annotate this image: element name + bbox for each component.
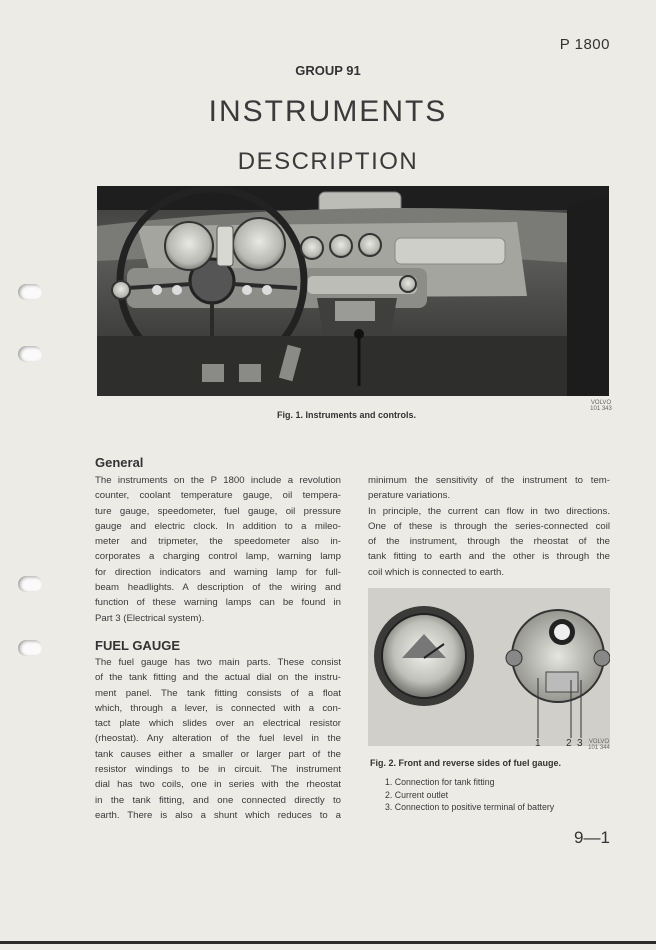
text-line: of the instrument, through the rheostat of the xyxy=(368,536,610,548)
text-line: of the tank fitting and the actual dial on the instru- xyxy=(95,672,341,684)
figure2-tag-line: VOLVO xyxy=(588,739,610,745)
figure2-tag-line: 101 344 xyxy=(588,745,610,751)
binder-hole xyxy=(18,640,42,656)
dashboard-photo xyxy=(97,186,609,396)
figure2-caption: Fig. 2. Front and reverse sides of fuel gauge. xyxy=(370,758,562,768)
text-line: tact plate which slides over an electrical resistor xyxy=(95,718,341,730)
text-line: earth. There is also a shunt which reduces to a xyxy=(95,809,341,821)
text-line: dial has two coils, one in series with the rheostat xyxy=(95,779,341,791)
text-line: The fuel gauge has two main parts. These consist xyxy=(95,657,341,668)
legend-item: 3. Connection to positive terminal of battery xyxy=(385,802,555,812)
text-line: resistor windings to be in circuit. The instrument xyxy=(95,764,341,776)
text-line: for direction indicators and warning lamp for full- xyxy=(95,566,341,578)
figure1-tag-line: 101 343 xyxy=(590,406,612,412)
fuel-gauge-photo xyxy=(368,588,610,746)
text-line: which, through a lever, is connected with a con- xyxy=(95,702,341,714)
text-line: ment panel. The tank fitting consists of a float xyxy=(95,687,341,699)
text-line: Part 3 (Electrical system). xyxy=(95,612,205,624)
text-line: meter and tripmeter, the speedometer also in- xyxy=(95,536,341,548)
text-line: ture gauge, speedometer, fuel gauge, oil pressure xyxy=(95,505,341,517)
text-line: (rheostat). Any alteration of the fuel level in the xyxy=(95,733,341,745)
right-column-paragraph xyxy=(368,473,610,580)
general-heading: General xyxy=(95,455,144,470)
legend-item: 2. Current outlet xyxy=(385,789,449,800)
binder-hole xyxy=(18,346,42,362)
text-line: corporates a charging control lamp, warning lamp xyxy=(95,551,341,563)
text-line: tank causes either a smaller or larger part of the xyxy=(95,748,341,760)
text-line: tank fitting to earth and the other is through the xyxy=(368,551,610,563)
text-line: perature variations. xyxy=(368,490,451,502)
figure2-legend xyxy=(385,776,554,814)
page-title: INSTRUMENTS xyxy=(208,95,448,128)
binder-hole xyxy=(18,284,42,300)
text-line: function of these warning lamps can be found in xyxy=(95,597,341,609)
text-line: in the tank fitting, and one connected directly to xyxy=(95,794,341,806)
callout-1: 1 xyxy=(535,738,541,749)
figure1-tag xyxy=(586,400,616,412)
page-subtitle: DESCRIPTION xyxy=(237,148,419,175)
fuel-gauge-paragraph xyxy=(95,655,341,823)
text-line: counter, coolant temperature gauge, oil tempera- xyxy=(95,490,341,502)
dashboard-illustration xyxy=(97,186,609,396)
text-line: In principle, the current can flow in two directions. xyxy=(368,505,610,517)
figure1-caption: Fig. 1. Instruments and controls. xyxy=(277,410,417,420)
text-line: gauge and electric clock. In addition to a mileo- xyxy=(95,520,341,532)
fuel-gauge-illustration xyxy=(368,588,610,746)
text-line: beam headlights. A description of the wiring and xyxy=(95,582,341,594)
text-line: minimum the sensitivity of the instrument to tem- xyxy=(368,475,610,486)
text-line: coil which is connected to earth. xyxy=(368,566,504,578)
text-line: One of these is through the series-connected coil xyxy=(368,520,610,532)
model-label: P 1800 xyxy=(559,36,610,53)
general-paragraph xyxy=(95,473,341,626)
figure2-tag xyxy=(587,739,611,751)
text-line: The instruments on the P 1800 include a revolution xyxy=(95,475,341,486)
bottom-border xyxy=(0,941,656,944)
fuel-gauge-heading: FUEL GAUGE xyxy=(95,638,180,653)
binder-hole xyxy=(18,576,42,592)
callout-3: 3 xyxy=(577,738,583,749)
callout-2: 2 xyxy=(566,738,572,749)
legend-item: 1. Connection for tank fitting xyxy=(385,777,495,787)
page-number: 9—1 xyxy=(574,828,610,847)
figure1-tag-line: VOLVO xyxy=(590,400,612,406)
group-label: GROUP 91 xyxy=(295,63,361,78)
